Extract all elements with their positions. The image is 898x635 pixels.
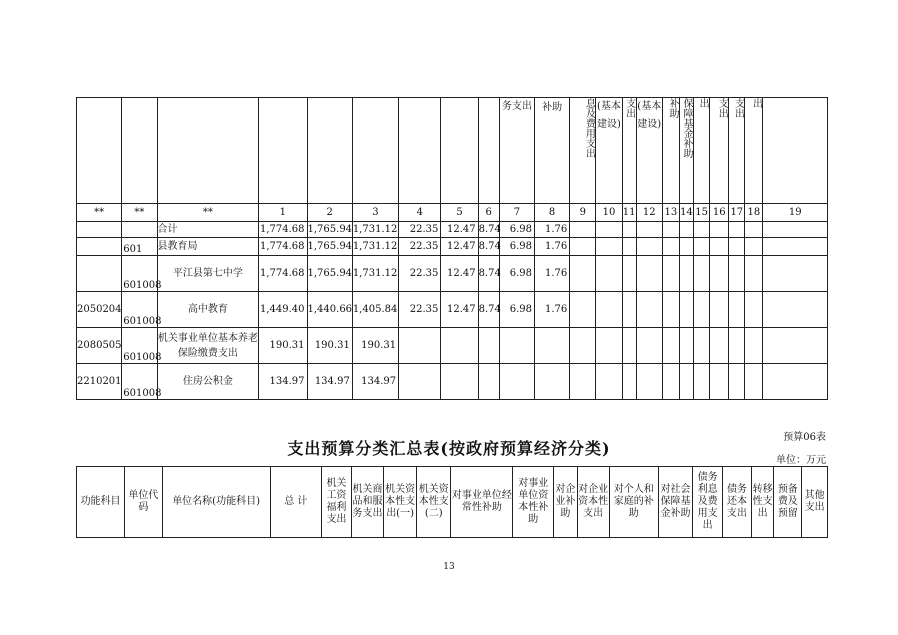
table-cell: 机关事业单位基本养老保险缴费支出 xyxy=(157,328,259,364)
index-cell: ** xyxy=(77,204,122,222)
table-cell: 601008 xyxy=(122,328,157,364)
table-cell xyxy=(694,328,710,364)
header-cell-12: (基本建设) xyxy=(636,98,662,204)
table-cell xyxy=(679,222,693,238)
table-cell xyxy=(499,328,534,364)
table-cell xyxy=(729,222,745,238)
table-cell: 1,765.94 xyxy=(307,222,352,238)
page-title: 支出预算分类汇总表(按政府预算经济分类) xyxy=(287,439,611,458)
table-cell xyxy=(710,222,729,238)
table-cell xyxy=(679,256,693,292)
table-cell xyxy=(679,238,693,256)
table-cell: 1.76 xyxy=(535,238,570,256)
table-cell xyxy=(636,364,662,400)
table-cell: 601008 xyxy=(122,364,157,400)
table-cell xyxy=(441,328,478,364)
table-cell xyxy=(636,292,662,328)
index-cell: 15 xyxy=(694,204,710,222)
table-cell xyxy=(662,256,679,292)
table-cell: 22.35 xyxy=(399,292,441,328)
table-cell xyxy=(570,364,596,400)
table-cell xyxy=(763,222,828,238)
table-cell: 134.97 xyxy=(307,364,352,400)
table-cell xyxy=(570,292,596,328)
table-cell: 1,765.94 xyxy=(307,256,352,292)
table-cell: 12.47 xyxy=(441,222,478,238)
table-cell xyxy=(622,364,636,400)
index-cell: ** xyxy=(122,204,157,222)
table-cell: 601 xyxy=(122,238,157,256)
table-cell: 1,731.12 xyxy=(352,238,398,256)
index-cell: 13 xyxy=(662,204,679,222)
header-cell-17: 支出 xyxy=(729,98,745,204)
table-cell: 22.35 xyxy=(399,238,441,256)
table-cell xyxy=(710,256,729,292)
budget-summary-table xyxy=(76,466,828,538)
table-cell xyxy=(745,328,763,364)
table-cell xyxy=(622,328,636,364)
header-cell-18: 出 xyxy=(745,98,763,204)
table-cell xyxy=(745,238,763,256)
table-cell xyxy=(570,328,596,364)
index-cell: 3 xyxy=(352,204,398,222)
unit-label: 单位：万元 xyxy=(776,455,826,466)
table-row xyxy=(77,256,828,292)
table-cell xyxy=(122,222,157,238)
index-cell: 4 xyxy=(399,204,441,222)
table-cell xyxy=(694,238,710,256)
table-cell xyxy=(399,364,441,400)
table-cell xyxy=(596,364,622,400)
header-cell-10: (基本建设) xyxy=(596,98,622,204)
summary-header-row xyxy=(77,467,828,538)
table-cell xyxy=(636,238,662,256)
summary-header-cell: 单位名称(功能科目) xyxy=(162,467,270,538)
table-cell xyxy=(729,238,745,256)
table-cell xyxy=(535,328,570,364)
summary-header-cell: 转移性支出 xyxy=(751,467,773,538)
table-cell: 县教育局 xyxy=(157,238,259,256)
index-cell: 14 xyxy=(679,204,693,222)
summary-header-cell: 其他支出 xyxy=(802,467,828,538)
table-cell xyxy=(763,238,828,256)
table-cell: 22.35 xyxy=(399,256,441,292)
table-cell: 601008 xyxy=(122,292,157,328)
table-cell: 1,774.68 xyxy=(259,238,307,256)
index-cell: 11 xyxy=(622,204,636,222)
table-cell: 6.98 xyxy=(499,292,534,328)
table-cell xyxy=(729,256,745,292)
index-cell: 18 xyxy=(745,204,763,222)
table-cell: 1,405.84 xyxy=(352,292,398,328)
table-cell xyxy=(763,328,828,364)
index-cell: 17 xyxy=(729,204,745,222)
index-cell: 10 xyxy=(596,204,622,222)
table-cell xyxy=(694,256,710,292)
table-cell xyxy=(679,328,693,364)
table-cell: 1,774.68 xyxy=(259,222,307,238)
table-cell xyxy=(77,256,122,292)
table-cell xyxy=(763,364,828,400)
table-cell xyxy=(729,364,745,400)
table-cell xyxy=(570,256,596,292)
table-cell: 6.98 xyxy=(499,256,534,292)
table-cell xyxy=(763,292,828,328)
table-number: 预算06表 xyxy=(783,432,826,443)
table-cell xyxy=(622,238,636,256)
index-cell: 1 xyxy=(259,204,307,222)
table-cell: 8.74 xyxy=(478,238,499,256)
header-cell-7: 务支出 xyxy=(499,98,534,204)
table-cell xyxy=(596,292,622,328)
table-cell xyxy=(679,292,693,328)
index-cell: 8 xyxy=(535,204,570,222)
index-cell: 7 xyxy=(499,204,534,222)
table-cell: 1.76 xyxy=(535,256,570,292)
table-cell xyxy=(622,256,636,292)
table-cell: 8.74 xyxy=(478,222,499,238)
table-cell: 1,774.68 xyxy=(259,256,307,292)
index-cell: 12 xyxy=(636,204,662,222)
table-cell xyxy=(710,292,729,328)
table-cell: 22.35 xyxy=(399,222,441,238)
summary-header-cell: 对企业资本性支出 xyxy=(577,467,609,538)
summary-header-cell: 对事业单位经常性补助 xyxy=(451,467,513,538)
table-cell: 2080505 xyxy=(77,328,122,364)
table-cell: 190.31 xyxy=(307,328,352,364)
summary-header-cell: 对社会保障基金补助 xyxy=(658,467,692,538)
summary-header-cell: 机关工资福利支出 xyxy=(321,467,351,538)
summary-header-cell: 预备费及预留 xyxy=(774,467,802,538)
table-row xyxy=(77,292,828,328)
table-cell: 高中教育 xyxy=(157,292,259,328)
table-row xyxy=(77,328,828,364)
table-cell: 合计 xyxy=(157,222,259,238)
table-cell xyxy=(745,256,763,292)
table-cell xyxy=(694,292,710,328)
summary-header-cell: 债务还本支出 xyxy=(723,467,752,538)
header-cell-14: 保障基金补助 xyxy=(679,98,693,204)
table-cell: 601008 xyxy=(122,256,157,292)
table-cell xyxy=(662,328,679,364)
table-cell: 134.97 xyxy=(352,364,398,400)
table-cell xyxy=(745,222,763,238)
header-cell-13: 补助 xyxy=(662,98,679,204)
table-cell: 住房公积金 xyxy=(157,364,259,400)
index-cell: 2 xyxy=(307,204,352,222)
table-cell xyxy=(478,328,499,364)
table-cell xyxy=(441,364,478,400)
table-cell: 12.47 xyxy=(441,292,478,328)
summary-header-cell: 单位代码 xyxy=(125,467,162,538)
table-cell xyxy=(77,222,122,238)
table-cell: 8.74 xyxy=(478,292,499,328)
table-cell xyxy=(399,328,441,364)
summary-header-cell: 机关资本性支出(一) xyxy=(384,467,417,538)
table-cell xyxy=(694,364,710,400)
index-cell: 6 xyxy=(478,204,499,222)
budget-table-continued xyxy=(76,97,828,400)
index-cell: 9 xyxy=(570,204,596,222)
table-cell xyxy=(499,364,534,400)
table-cell xyxy=(596,222,622,238)
table-cell xyxy=(596,238,622,256)
table-cell: 1,440.66 xyxy=(307,292,352,328)
table-cell xyxy=(745,364,763,400)
header-cell-8: 补助 xyxy=(535,98,570,204)
index-cell: 5 xyxy=(441,204,478,222)
table-row xyxy=(77,238,828,256)
summary-header-cell: 对个人和家庭的补助 xyxy=(609,467,658,538)
index-cell: ** xyxy=(157,204,259,222)
table-cell: 平江县第七中学 xyxy=(157,256,259,292)
table-cell xyxy=(636,256,662,292)
table-cell: 1.76 xyxy=(535,222,570,238)
table-cell xyxy=(77,238,122,256)
table-cell xyxy=(622,292,636,328)
table-cell xyxy=(745,292,763,328)
table-cell: 12.47 xyxy=(441,256,478,292)
table-cell: 1,449.40 xyxy=(259,292,307,328)
table-cell: 1,731.12 xyxy=(352,256,398,292)
index-cell: 19 xyxy=(763,204,828,222)
table-row xyxy=(77,222,828,238)
table-cell xyxy=(710,238,729,256)
table-cell: 2050204 xyxy=(77,292,122,328)
header-cell-11: 支出 xyxy=(622,98,636,204)
table-cell xyxy=(570,222,596,238)
summary-header-cell: 机关资本性支(二) xyxy=(417,467,451,538)
table-cell: 134.97 xyxy=(259,364,307,400)
table-cell xyxy=(710,364,729,400)
summary-header-cell: 对事业单位资本性补助 xyxy=(513,467,554,538)
table-cell: 1,765.94 xyxy=(307,238,352,256)
table-cell xyxy=(596,256,622,292)
table-cell xyxy=(662,292,679,328)
table-cell xyxy=(662,222,679,238)
table-cell xyxy=(636,222,662,238)
table-cell xyxy=(535,364,570,400)
table-cell: 190.31 xyxy=(352,328,398,364)
table-cell: 190.31 xyxy=(259,328,307,364)
index-row xyxy=(77,204,828,222)
table-cell: 12.47 xyxy=(441,238,478,256)
table-cell xyxy=(763,256,828,292)
table-cell: 1,731.12 xyxy=(352,222,398,238)
header-cell-15: 出 xyxy=(694,98,710,204)
table-cell xyxy=(694,222,710,238)
summary-header-cell: 功能科目 xyxy=(77,467,125,538)
header-cell-9: 息及费用支出 xyxy=(570,98,596,204)
table-cell xyxy=(636,328,662,364)
table-cell xyxy=(478,364,499,400)
header-row xyxy=(77,98,828,204)
table-cell xyxy=(662,238,679,256)
table-cell xyxy=(710,328,729,364)
table-cell xyxy=(570,238,596,256)
table-cell: 1.76 xyxy=(535,292,570,328)
table-cell: 6.98 xyxy=(499,222,534,238)
summary-header-cell: 债务利息及费用支出 xyxy=(693,467,723,538)
summary-header-cell: 总 计 xyxy=(270,467,321,538)
table-cell xyxy=(679,364,693,400)
page-number: 13 xyxy=(443,562,455,572)
table-cell xyxy=(662,364,679,400)
table-cell: 8.74 xyxy=(478,256,499,292)
table-cell: 2210201 xyxy=(77,364,122,400)
table-cell xyxy=(622,222,636,238)
table-cell xyxy=(729,328,745,364)
table-cell xyxy=(596,328,622,364)
summary-header-cell: 对企业补助 xyxy=(554,467,578,538)
table-row xyxy=(77,364,828,400)
header-cell-16: 支出 xyxy=(710,98,729,204)
table-cell xyxy=(729,292,745,328)
summary-header-cell: 机关商品和服务支出 xyxy=(351,467,383,538)
index-cell: 16 xyxy=(710,204,729,222)
table-cell: 6.98 xyxy=(499,238,534,256)
